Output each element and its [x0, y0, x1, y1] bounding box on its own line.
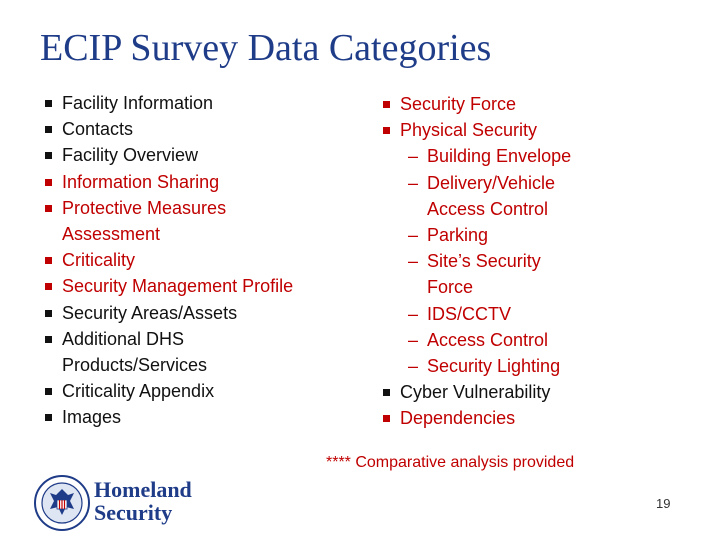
sub-list-item: – IDS/CCTV	[400, 301, 662, 327]
sub-list-item-line: Access Control	[427, 198, 549, 219]
sub-list-item-line: Site’s Security	[427, 251, 541, 272]
list-item-line: Assessment	[62, 224, 161, 245]
list-item-line: Products/Services	[62, 355, 208, 376]
list-item-line: Protective Measures	[62, 197, 227, 218]
list-item: Security Management Profile	[44, 273, 364, 299]
list-item: Facility Overview	[44, 142, 364, 168]
list-item-line: Additional DHS	[62, 328, 185, 349]
right-bullet-list	[382, 91, 662, 432]
list-item	[44, 195, 364, 247]
list-item: Cyber Vulnerability	[382, 379, 662, 405]
page-number: 19	[656, 496, 671, 511]
sub-list-item: – Access Control	[400, 327, 662, 353]
sub-list-item: – Security Lighting	[400, 353, 662, 379]
list-item: Security Force	[382, 91, 662, 117]
sub-list-item: – Building Envelope	[400, 143, 662, 169]
list-item: Dependencies	[382, 405, 662, 431]
list-item: Images	[44, 404, 364, 430]
dhs-logo	[34, 472, 224, 532]
sub-list	[400, 143, 662, 379]
list-item: Contacts	[44, 116, 364, 142]
list-item: Information Sharing	[44, 169, 364, 195]
sub-list-item	[400, 248, 662, 300]
list-item: Facility Information	[44, 90, 364, 116]
wordmark-line: Security	[94, 500, 173, 525]
list-item: Security Areas/Assets	[44, 300, 364, 326]
sub-list-item-line: Delivery/Vehicle	[427, 172, 556, 193]
list-item: Criticality Appendix	[44, 378, 364, 404]
sub-list-item-line: Force	[427, 277, 474, 298]
slide-title: ECIP Survey Data Categories	[40, 27, 492, 69]
list-item	[382, 117, 662, 379]
wordmark-line: Homeland	[94, 477, 192, 502]
list-item: Criticality	[44, 247, 364, 273]
list-item-label: Physical Security	[400, 120, 538, 141]
footnote: **** Comparative analysis provided	[326, 454, 575, 471]
dhs-wordmark	[94, 478, 192, 524]
sub-list-item: – Parking	[400, 222, 662, 248]
sub-list-item	[400, 170, 662, 222]
dhs-seal-icon	[34, 475, 90, 531]
left-bullet-list	[44, 90, 364, 431]
list-item	[44, 326, 364, 378]
